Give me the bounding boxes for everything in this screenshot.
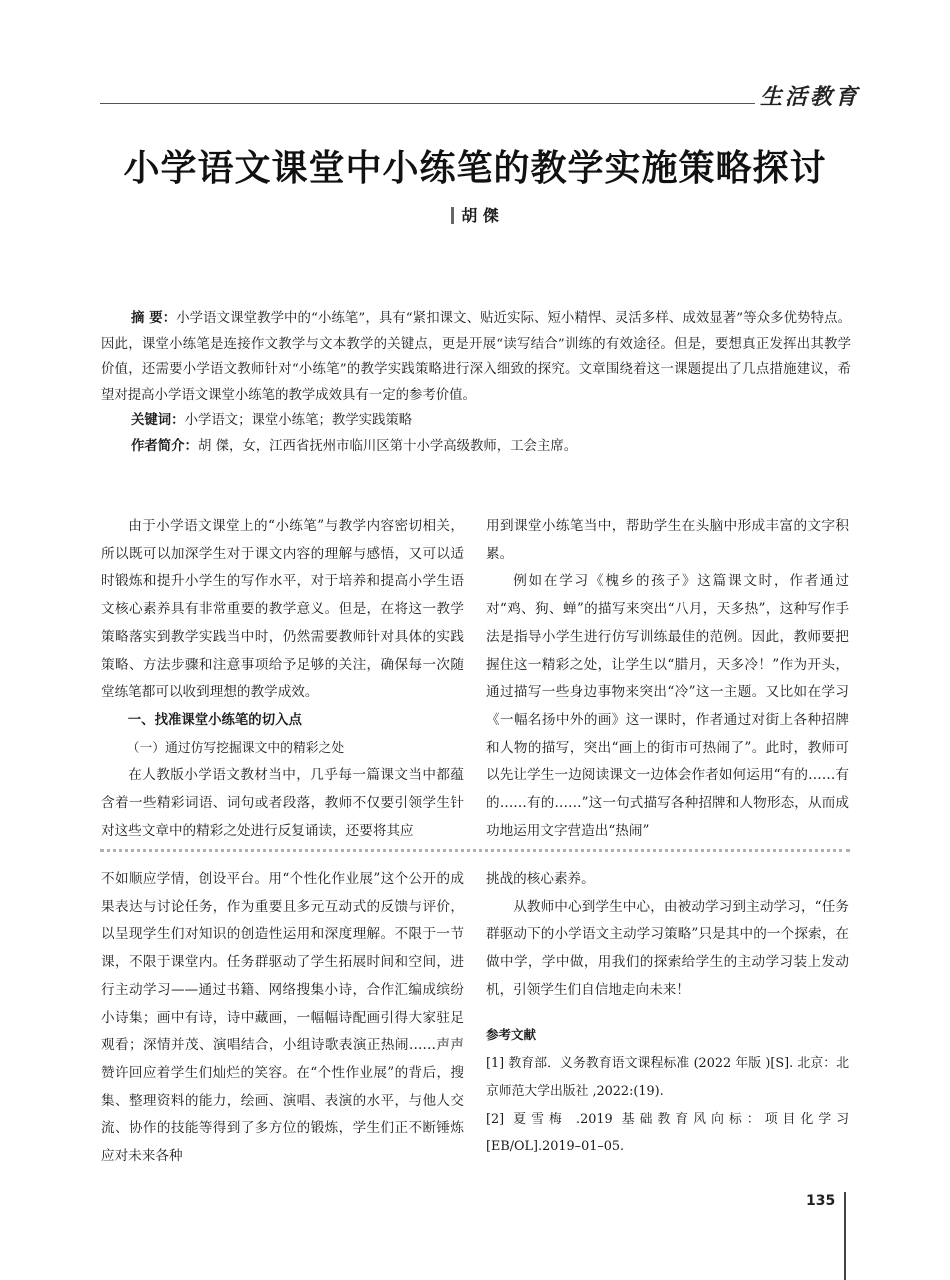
body-paragraph: 在人教版小学语文教材当中，几乎每一篇课文当中都蕴含着一些精彩词语、词句或者段落，教师不仅要引领学生针对这些文章中的精彩之处进行反复诵读，还要将其应 xyxy=(101,767,464,839)
body-paragraph: 从教师中心到学生中心，由被动学习到主动学习，“任务群驱动下的小学语文主动学习策略”只是其中的一个探索，在做中学，学中做，用我们的探索给学生的主动学习装上发动机，引领学生们自信地走向未来！ xyxy=(486,898,849,998)
author-line xyxy=(0,203,950,226)
section-heading: 一、找准课堂小练笔的切入点 xyxy=(127,712,302,728)
body-column-1 xyxy=(101,513,464,845)
author-name: 胡 傑 xyxy=(461,206,499,225)
author-bio-label: 作者简介： xyxy=(131,438,198,454)
abstract-label: 摘 要： xyxy=(131,311,177,326)
article-separator xyxy=(100,849,850,852)
keywords-line xyxy=(101,408,851,434)
body-column-4 xyxy=(486,866,849,1161)
body-paragraph: 挑战的核心素养。 xyxy=(486,871,595,887)
article-title: 小学语文课堂中小练笔的教学实施策略探讨 xyxy=(123,148,827,189)
reference-item: [2] 夏雪梅 .2019 基础教育风向标：项目化学习 [EB/OL].2019–01–05. xyxy=(486,1111,849,1155)
page-number: 135 xyxy=(806,1193,836,1209)
body-paragraph: 用到课堂小练笔当中，帮助学生在头脑中形成丰富的文字积累。 xyxy=(486,518,849,562)
keywords-text: 小学语文；课堂小练笔；教学实践策略 xyxy=(184,413,413,428)
page-number-bar xyxy=(844,1192,846,1280)
column-name: 生活教育 xyxy=(760,84,861,110)
header-rule xyxy=(100,103,755,104)
reference-item: [1] 教育部．义务教育语文课程标准 (2022 年版 )[S]. 北京：北京师范大学出版社 ,2022:(19). xyxy=(486,1056,849,1099)
abstract-paragraph xyxy=(101,306,851,408)
body-column-2 xyxy=(486,513,849,845)
body-column-3 xyxy=(101,866,464,1171)
abstract-text: 小学语文课堂教学中的“小练笔”，具有“紧扣课文、贴近实际、短小精悍、灵活多样、成效显著”等众多优势特点。因此，课堂小练笔是连接作文教学与文本教学的关键点，更是开展“读写结合”训练的有效途径。但是，要想真正发挥出其教学价值，还需要小学语文教师针对“小练笔”的教学实践策略进行深入细致的探究。文章围绕着这一课题提出了几点措施建议，希望对提高小学语文课堂小练笔的教学成效具有一定的参考价值。 xyxy=(101,311,851,403)
references-title: 参考文献 xyxy=(486,1026,537,1042)
body-paragraph: 不如顺应学情，创设平台。用“个性化作业展”这个公开的成果表达与讨论任务，作为重要且多元互动式的反馈与评价，以呈现学生们对知识的创造性运用和深度理解。不限于一节课，不限于课堂内。任务群驱动了学生拓展时间和空间，进行主动学习——通过书籍、网络搜集小诗，合作汇编成缤纷小诗集；画中有诗，诗中藏画，一幅幅诗配画引得大家驻足观看；深情并茂、演唱结合，小组诗歌表演正热闹……声声赞许回应着学生们灿烂的笑容。在“个性作业展”的背后，搜集、整理资料的能力，绘画、演唱、表演的水平，与他人交流、协作的技能等得到了多方位的锻炼，学生们正不断锤炼应对未来各种 xyxy=(101,871,464,1165)
abstract-block xyxy=(101,306,851,459)
subsection-heading: （一）通过仿写挖掘课文中的精彩之处 xyxy=(126,740,345,756)
author-marker xyxy=(451,207,454,224)
author-bio-line xyxy=(101,434,851,460)
keywords-label: 关键词： xyxy=(131,413,185,428)
body-paragraph: 例如在学习《槐乡的孩子》这篇课文时，作者通过对“鸡、狗、蝉”的描写来突出“八月，天多热”，这种写作手法是指导小学生进行仿写训练最佳的范例。因此，教师要把握住这一精彩之处，让学生以“腊月，天多冷！”作为开头，通过描写一些身边事物来突出“冷”这一主题。又比如在学习《一幅名扬中外的画》这一课时，作者通过对街上各种招牌和人物的描写，突出“画上的街市可热闹了”。此时，教师可以先让学生一边阅读课文一边体会作者如何运用“有的……有的……有的……”这一句式描写各种招牌和人物形态，从而成功地运用文字营造出“热闹” xyxy=(486,573,849,839)
body-paragraph: 由于小学语文课堂上的“小练笔”与教学内容密切相关，所以既可以加深学生对于课文内容的理解与感悟，又可以适时锻炼和提升小学生的写作水平，对于培养和提高小学生语文核心素养具有非常重要的教学意义。但是，在将这一教学策略落实到教学实践当中时，仍然需要教师针对具体的实践策略、方法步骤和注意事项给予足够的关注，确保每一次随堂练笔都可以收到理想的教学成效。 xyxy=(101,518,464,701)
author-bio-text: 胡 傑，女，江西省抚州市临川区第十小学高级教师，工会主席。 xyxy=(197,438,578,454)
